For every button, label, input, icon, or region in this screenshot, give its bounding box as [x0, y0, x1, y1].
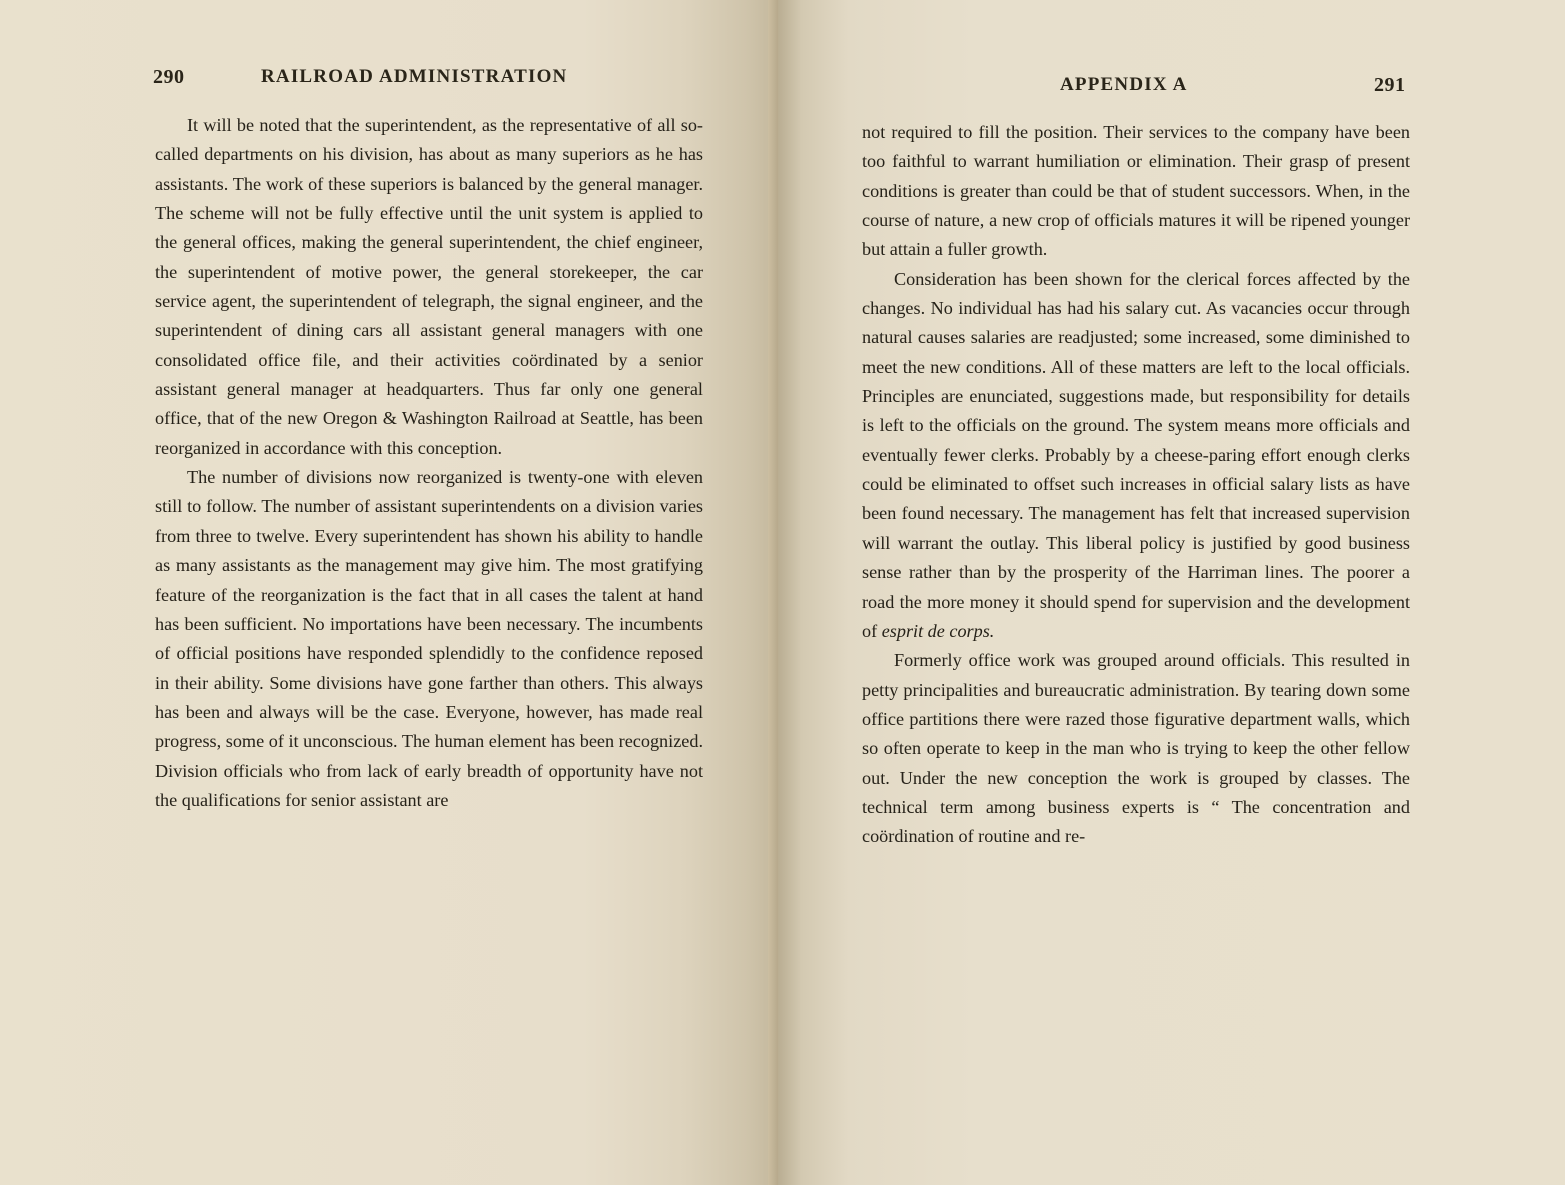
left-page-body: [155, 111, 703, 815]
right-running-head: APPENDIX A: [1060, 74, 1188, 95]
right-paragraph-1: not required to fill the position. Their services to the company have been too faithful to warrant humiliation or elimination. Their grasp of present conditions is greater than could be that of student successors. When, in the course of nature, a new crop of officials matures it will be ripened younger but attain a fuller growth.: [862, 122, 1410, 260]
right-page-number: 291: [1374, 74, 1406, 96]
left-paragraph-1: It will be noted that the superintendent, as the representative of all so-called departments on his division, has about as many superiors as he has assistants. The work of these superiors is balanced by the general manager. The scheme will not be fully effective until the unit system is applied to the general offices, making the general superintendent, the chief engineer, the superintendent of motive power, the general storekeeper, the car service agent, the superintendent of telegraph, the signal engineer, and the superintendent of dining cars all assistant general managers with one consolidated office file, and their activities coördinated by a senior assistant general manager at headquarters. Thus far only one general office, that of the new Oregon & Washington Railroad at Seattle, has been reorganized in accordance with this conception.: [155, 115, 703, 458]
right-paragraph-2: [862, 265, 1410, 646]
right-page-body: [862, 118, 1410, 852]
right-page: [778, 0, 1565, 1185]
esprit-de-corps-italic: esprit de corps.: [881, 620, 995, 641]
left-running-head: RAILROAD ADMINISTRATION: [261, 66, 568, 87]
left-paragraph-2: The number of divisions now reorganized is twenty-one with eleven still to follow. The number of assistant superintendents on a division varies from three to twelve. Every superintendent has shown his ability to handle as many assistants as the management may give him. The most gratifying feature of the reorganization is the fact that in all cases the talent at hand has been sufficient. No importations have been necessary. The incumbents of official positions have responded splendidly to the confidence reposed in their ability. Some divisions have gone farther than others. This always has been and always will be the case. Everyone, however, has made real progress, some of it unconscious. The human element has been recognized. Division officials who from lack of early breadth of opportunity have not the qualifications for senior assistant are: [155, 467, 703, 810]
left-page: [0, 0, 778, 1185]
right-paragraph-2-text: Consideration has been shown for the clerical forces affected by the changes. No individual has had his salary cut. As vacancies occur through natural causes salaries are readjusted; some increased, some diminished to meet the new conditions. All of these matters are left to the local officials. Principles are enunciated, suggestions made, but responsibility for details is left to the officials on the ground. The system means more officials and eventually fewer clerks. Probably by a cheese-paring effort enough clerks could be eliminated to offset such increases in official salary lists as have been found necessary. The management has felt that increased supervision will warrant the outlay. This liberal policy is justified by good business sense rather than by the prosperity of the Harriman lines. The poorer a road the more money it should spend for supervision and the development of: [862, 268, 1410, 641]
right-paragraph-3: Formerly office work was grouped around officials. This resulted in petty principalities and bureaucratic administration. By tearing down some office partitions there were razed those figurative department walls, which so often operate to keep in the man who is trying to keep the other fellow out. Under the new conception the work is grouped by classes. The technical term among business experts is “ The concentration and coördination of routine and re-: [862, 650, 1410, 847]
left-page-number: 290: [153, 66, 185, 88]
